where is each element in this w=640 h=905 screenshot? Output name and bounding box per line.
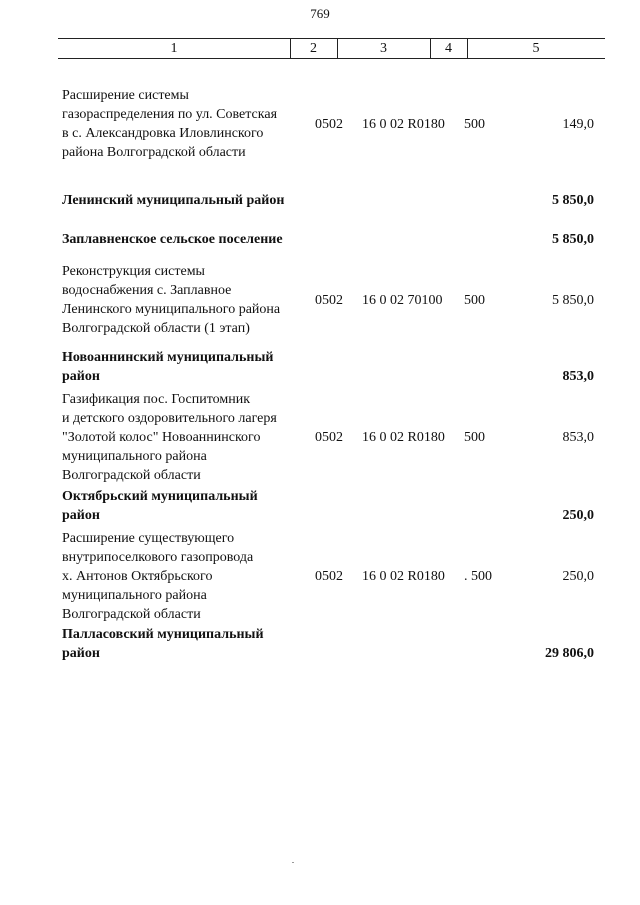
scan-speck bbox=[292, 862, 294, 863]
description-line: Ленинский муниципальный район bbox=[62, 193, 285, 208]
description-line: внутрипоселкового газопровода bbox=[62, 550, 254, 565]
table-header-bottom-border bbox=[58, 58, 605, 59]
header-col-4: 4 bbox=[445, 41, 452, 56]
header-col-3: 3 bbox=[380, 41, 387, 56]
description-line: район bbox=[62, 508, 100, 523]
description-line: Реконструкция системы bbox=[62, 264, 205, 279]
table-top-border bbox=[58, 38, 605, 39]
description-line: Палласовский муниципальный bbox=[62, 627, 264, 642]
row-description bbox=[62, 529, 312, 624]
row-amount: 5 850,0 bbox=[552, 293, 594, 308]
row-code: 16 0 02 R0180 bbox=[362, 430, 445, 445]
description-line: района Волгоградской области bbox=[62, 145, 246, 160]
row-kind: 500 bbox=[464, 117, 485, 132]
description-line: газораспределения по ул. Советская bbox=[62, 107, 278, 122]
description-line: Новоаннинский муниципальный bbox=[62, 350, 274, 365]
row-kind: 500 bbox=[464, 430, 485, 445]
row-amount: 250,0 bbox=[562, 569, 594, 584]
row-section: 0502 bbox=[315, 569, 343, 584]
row-section: 0502 bbox=[315, 430, 343, 445]
description-line: водоснабжения с. Заплавное bbox=[62, 283, 232, 298]
description-line: в с. Александровка Иловлинского bbox=[62, 126, 264, 141]
description-line: и детского оздоровительного лагеря bbox=[62, 411, 277, 426]
description-line: Волгоградской области bbox=[62, 607, 201, 622]
description-line: "Золотой колос" Новоаннинского bbox=[62, 430, 261, 445]
row-amount: 149,0 bbox=[562, 117, 594, 132]
row-description bbox=[62, 390, 312, 485]
row-amount: 5 850,0 bbox=[552, 193, 594, 208]
row-section: 0502 bbox=[315, 293, 343, 308]
row-amount: 853,0 bbox=[562, 369, 594, 384]
description-line: Расширение существующего bbox=[62, 531, 235, 546]
description-line: муниципального района bbox=[62, 588, 207, 603]
row-code: 16 0 02 70100 bbox=[362, 293, 443, 308]
description-line: Ленинского муниципального района bbox=[62, 302, 281, 317]
row-description bbox=[62, 625, 322, 663]
description-line: Волгоградской области (1 этап) bbox=[62, 321, 250, 336]
row-description bbox=[62, 487, 322, 525]
row-description bbox=[62, 348, 322, 386]
row-amount: 853,0 bbox=[562, 430, 594, 445]
row-amount: 5 850,0 bbox=[552, 232, 594, 247]
description-line: Газификация пос. Госпитомник bbox=[62, 392, 251, 407]
row-description bbox=[62, 230, 322, 249]
description-line: район bbox=[62, 369, 100, 384]
description-line: Заплавненское сельское поселение bbox=[62, 232, 283, 247]
description-line: Волгоградской области bbox=[62, 468, 201, 483]
row-amount: 29 806,0 bbox=[545, 646, 594, 661]
row-kind: . 500 bbox=[464, 569, 492, 584]
row-description bbox=[62, 191, 322, 210]
header-col-2: 2 bbox=[310, 41, 317, 56]
row-amount: 250,0 bbox=[562, 508, 594, 523]
row-description bbox=[62, 262, 312, 338]
description-line: район bbox=[62, 646, 100, 661]
row-code: 16 0 02 R0180 bbox=[362, 569, 445, 584]
header-col-1: 1 bbox=[170, 41, 178, 56]
description-line: муниципального района bbox=[62, 449, 207, 464]
row-description bbox=[62, 86, 312, 162]
description-line: х. Антонов Октябрьского bbox=[62, 569, 213, 584]
row-kind: 500 bbox=[464, 293, 485, 308]
row-section: 0502 bbox=[315, 117, 343, 132]
description-line: Расширение системы bbox=[62, 88, 189, 103]
row-code: 16 0 02 R0180 bbox=[362, 117, 445, 132]
description-line: Октябрьский муниципальный bbox=[62, 489, 258, 504]
header-col-5: 5 bbox=[532, 41, 540, 56]
page-number: 769 bbox=[310, 6, 330, 21]
